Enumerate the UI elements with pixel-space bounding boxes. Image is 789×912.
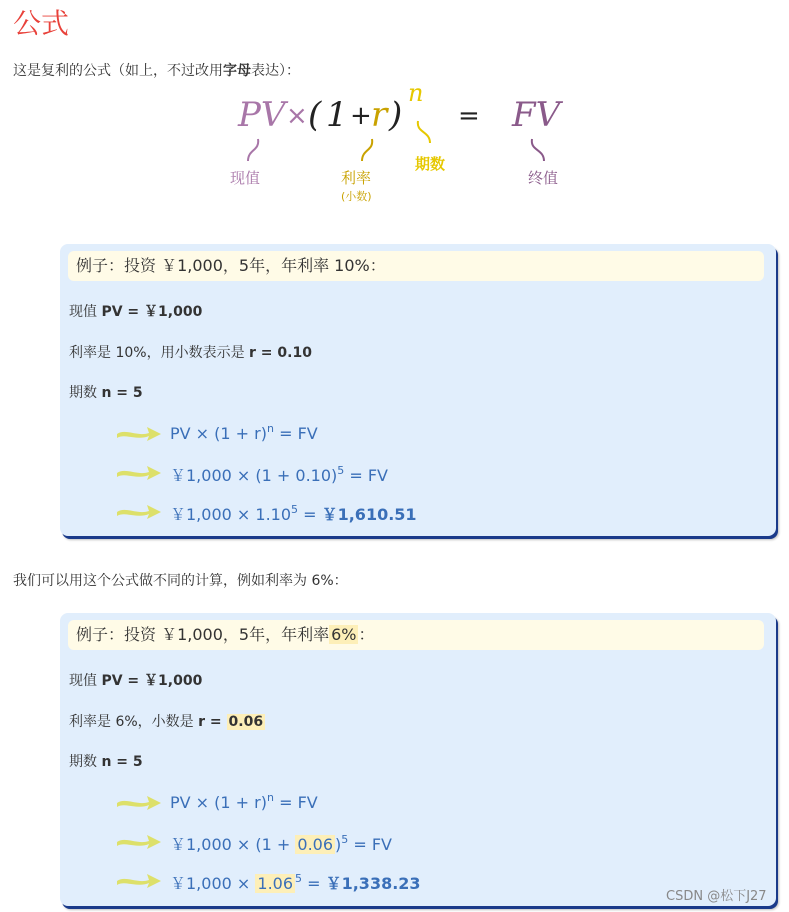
page-title: 公式: [13, 7, 70, 40]
calc-result: ￥1,610.51: [321, 505, 417, 524]
calc-text: ￥1,000 ×: [170, 874, 256, 893]
calc-text: = FV: [273, 793, 318, 812]
example-1-calc-3: [170, 502, 417, 525]
formula-diagram: [0, 79, 789, 215]
calc-exponent: n: [267, 791, 274, 804]
label-rate-sub: (小数): [341, 190, 372, 203]
calc-text: = FV: [344, 466, 388, 485]
calc-exponent: n: [267, 422, 274, 435]
rate-curl-icon: [358, 137, 378, 167]
formula-plus: +: [350, 101, 372, 131]
example-2-calc-2: [170, 832, 392, 855]
label-periods: 期数: [415, 155, 446, 173]
n-value: n = 5: [101, 754, 143, 770]
middle-text: 我们可以用这个公式做不同的计算，例如利率为 6%：: [13, 573, 348, 589]
arrow-icon: [115, 501, 163, 523]
example-2-calc-1: [170, 793, 318, 812]
label-rate: 利率: [341, 169, 372, 187]
arrow-icon: [115, 870, 163, 892]
n-label: 期数: [69, 754, 102, 770]
pv-label: 现值: [69, 673, 102, 689]
arrow-icon: [115, 831, 163, 853]
example-1-calc-1: [170, 424, 318, 443]
example-1-header: 例子：投资 ￥1,000，5年，年利率 10%：: [68, 251, 764, 281]
pv-value: PV = ￥1,000: [101, 304, 203, 320]
calc-text: ￥1,000 × (1 + 0.10): [170, 466, 338, 485]
example-box-1: [60, 244, 776, 536]
fv-curl-icon: [528, 137, 548, 167]
calc-result: ￥1,338.23: [325, 874, 421, 893]
calc-text: =: [298, 505, 322, 524]
rate-text: 利率是 6%，小数是: [69, 714, 199, 730]
calc-exponent: 5: [337, 464, 345, 477]
arrow-icon: [115, 423, 163, 445]
example-2-header: [68, 620, 764, 650]
rate-value: r = 0.10: [249, 345, 312, 361]
pv-label: 现值: [69, 304, 102, 320]
header-text: ：: [358, 625, 375, 644]
label-fv: 终值: [528, 169, 559, 187]
header-text: 例子：投资 ￥1,000，5年，年利率: [76, 625, 330, 644]
formula-r: r: [371, 95, 388, 135]
periods-curl-icon: [414, 119, 434, 149]
calc-text: = FV: [348, 835, 392, 854]
rate-text: 利率是 10%，用小数表示是: [69, 345, 250, 361]
formula-close-paren: ): [389, 95, 403, 135]
intro-bold: 字母: [223, 63, 251, 79]
pv-curl-icon: [244, 137, 264, 167]
label-pv: 现值: [230, 169, 261, 187]
calc-text: ￥1,000 × (1 +: [170, 835, 296, 854]
calc-exponent: 5: [295, 872, 303, 885]
calc-highlight: 1.06: [257, 874, 294, 893]
example-2-pv-row: [69, 670, 202, 690]
calc-text: PV × (1 + r): [170, 424, 267, 443]
watermark: CSDN @松下J27: [666, 889, 767, 904]
calc-text: = FV: [273, 424, 318, 443]
formula-fv: FV: [512, 95, 561, 135]
example-1-rate-row: [69, 342, 312, 362]
intro-part2: 表达）：: [251, 63, 300, 79]
example-1-pv-row: [69, 301, 202, 321]
formula-open-paren: (: [308, 95, 322, 135]
n-value: n = 5: [101, 385, 143, 401]
calc-text: ): [335, 835, 342, 854]
calc-exponent: 5: [341, 833, 349, 846]
rate-highlight: 0.06: [228, 714, 264, 730]
example-2-n-row: [69, 751, 143, 771]
calc-text: ￥1,000 × 1.10: [170, 505, 292, 524]
arrow-icon: [115, 792, 163, 814]
n-label: 期数: [69, 385, 102, 401]
formula-times: ×: [286, 101, 308, 131]
example-box-2: [60, 613, 776, 906]
calc-highlight: 0.06: [297, 835, 334, 854]
formula-n: n: [408, 79, 424, 107]
formula-pv: PV: [238, 95, 286, 135]
calc-text: PV × (1 + r): [170, 793, 267, 812]
calc-text: =: [302, 874, 326, 893]
example-1-n-row: [69, 382, 143, 402]
formula-equals: =: [458, 101, 480, 131]
intro-text: [13, 60, 300, 80]
header-highlight: 6%: [331, 625, 357, 644]
calc-exponent: 5: [291, 503, 299, 516]
rate-value: r =: [198, 714, 227, 730]
arrow-icon: [115, 462, 163, 484]
formula-one: 1: [326, 95, 348, 135]
pv-value: PV = ￥1,000: [101, 673, 203, 689]
example-1-calc-2: [170, 463, 388, 486]
example-2-rate-row: [69, 711, 265, 731]
intro-part1: 这是复利的公式（如上，不过改用: [13, 63, 223, 79]
example-2-calc-3: [170, 871, 421, 894]
